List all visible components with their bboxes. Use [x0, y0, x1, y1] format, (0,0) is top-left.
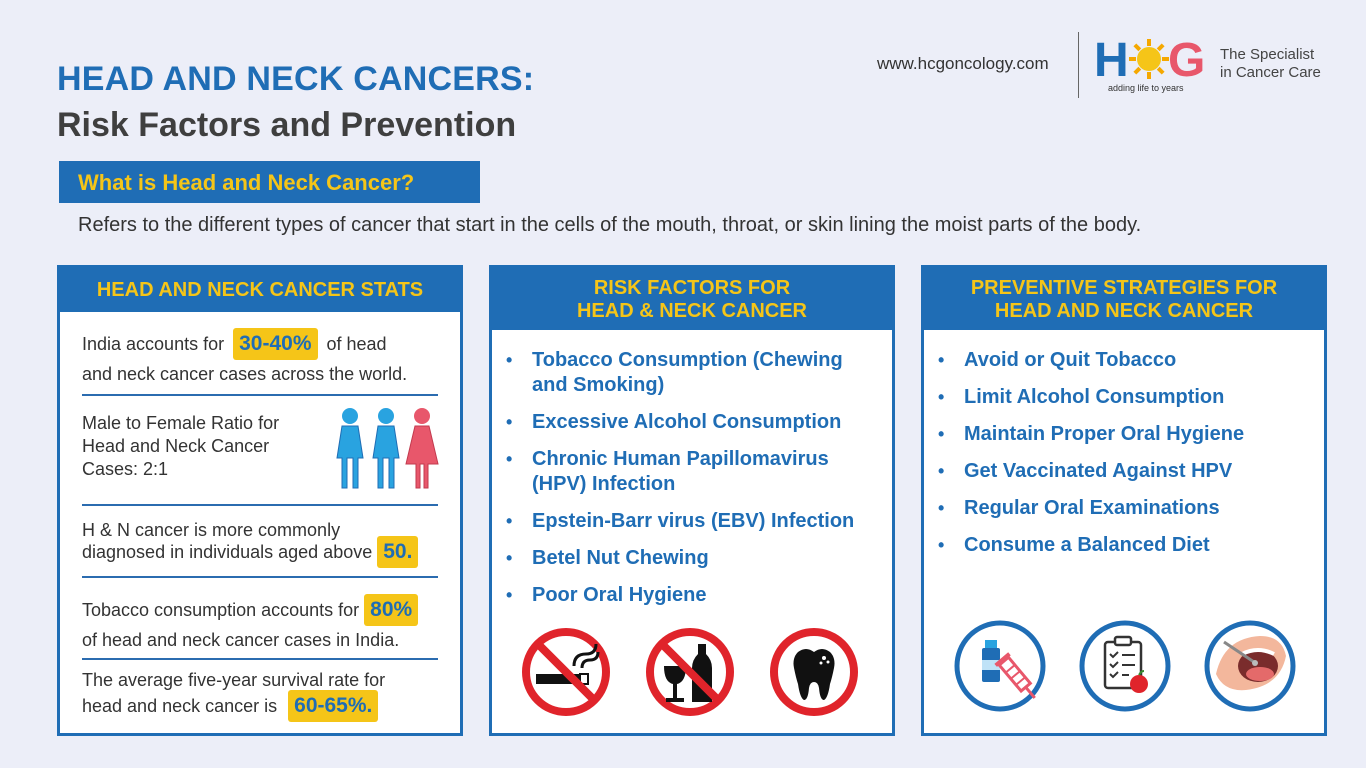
stat-text: Head and Neck Cancer [82, 436, 270, 456]
list-item: • Consume a Balanced Diet [938, 533, 1244, 558]
list-item [506, 583, 854, 608]
risk-item-line: and Smoking) [532, 374, 665, 396]
risk-item-line: • Excessive Alcohol Consumption [532, 411, 842, 433]
list-item: • Get Vaccinated Against HPV [938, 459, 1244, 484]
stat-text: Male to Female Ratio for [82, 413, 280, 433]
risk-heading-line2: HEAD & NECK CANCER [576, 300, 807, 322]
oral-exam-icon [1202, 618, 1298, 714]
stat-highlight: 30-40% [233, 328, 317, 360]
stat-india-share [82, 328, 387, 360]
stat-tobacco [82, 594, 418, 626]
stat-text: of head [326, 334, 387, 354]
page-title: HEAD AND NECK CANCERS: [57, 60, 535, 98]
stat-text: and neck cancer cases across the world. [82, 364, 408, 384]
page-subtitle: Risk Factors and Prevention [57, 106, 517, 144]
list-item [506, 509, 854, 534]
stat-text: H & N cancer is more commonly [82, 520, 341, 540]
specialist-line1: The Specialist [1220, 46, 1315, 63]
header-divider [1078, 32, 1079, 98]
risk-panel [489, 265, 895, 736]
list-item [506, 447, 854, 497]
risk-item-line: • Betel Nut Chewing [532, 547, 709, 569]
no-smoking-icon [520, 626, 612, 718]
dental-decay-icon [768, 626, 860, 718]
stat-divider [82, 394, 438, 396]
risk-item-line: • Chronic Human Papillomavirus [532, 448, 829, 470]
logo-letter-g: G [1168, 34, 1206, 87]
stat-highlight: 60-65%. [288, 690, 378, 722]
stat-age [82, 536, 418, 568]
no-alcohol-icon [644, 626, 736, 718]
list-item: • Regular Oral Examinations [938, 496, 1244, 521]
sun-icon [1129, 39, 1169, 79]
stat-text: Tobacco consumption accounts for [82, 600, 360, 620]
stat-highlight: 50. [377, 536, 418, 568]
stat-divider [82, 504, 438, 506]
risk-list [506, 348, 854, 608]
stats-panel [57, 265, 463, 736]
risk-heading-line1: RISK FACTORS FOR [593, 277, 791, 299]
list-item [506, 348, 854, 398]
logo-letter-h: H [1094, 34, 1129, 87]
risk-heading [492, 268, 892, 330]
risk-item-line: • Poor Oral Hygiene [532, 584, 707, 606]
risk-item-line: • Tobacco Consumption (Chewing [532, 349, 843, 371]
stat-text: The average five-year survival rate for [82, 670, 386, 690]
website-link[interactable]: www.hcgoncology.com [877, 54, 1049, 73]
list-item: • Maintain Proper Oral Hygiene [938, 422, 1244, 447]
stat-survival [82, 690, 378, 722]
stat-text: head and neck cancer is [82, 696, 278, 716]
list-item [506, 410, 854, 435]
stat-divider [82, 576, 438, 578]
list-item [506, 546, 854, 571]
stat-highlight: 80% [364, 594, 418, 626]
stat-text: diagnosed in individuals aged above [82, 542, 373, 562]
list-item: • Limit Alcohol Consumption [938, 385, 1244, 410]
stat-text: of head and neck cancer cases in India. [82, 630, 400, 650]
prevention-list [938, 348, 1244, 558]
what-is-heading: What is Head and Neck Cancer? [59, 161, 480, 203]
definition-text: Refers to the different types of cancer that start in the cells of the mouth, throat, or skin lining the moist parts of the body. [78, 214, 1142, 236]
female-figure-icon [406, 408, 438, 488]
prevention-heading-line1: PREVENTIVE STRATEGIES FOR [970, 277, 1278, 299]
stat-text: Cases: 2:1 [82, 459, 169, 479]
male-figure-icon [373, 408, 399, 488]
gender-ratio-icon [332, 406, 440, 496]
male-figure-icon [337, 408, 363, 488]
stat-text: India accounts for [82, 334, 225, 354]
vaccine-icon [952, 618, 1048, 714]
checklist-icon [1077, 618, 1173, 714]
risk-item-line: (HPV) Infection [532, 473, 676, 495]
list-item: • Avoid or Quit Tobacco [938, 348, 1244, 373]
prevention-heading [924, 268, 1324, 330]
specialist-line2: in Cancer Care [1220, 64, 1321, 81]
stat-gender-ratio [82, 412, 279, 481]
prevention-panel [921, 265, 1327, 736]
specialist-tagline [1220, 46, 1350, 82]
risk-item-line: • Epstein-Barr virus (EBV) Infection [532, 510, 855, 532]
stats-heading: HEAD AND NECK CANCER STATS [60, 268, 460, 312]
stat-divider [82, 658, 438, 660]
logo-tagline: adding life to years [1108, 83, 1184, 93]
prevention-heading-line2: HEAD AND NECK CANCER [994, 300, 1254, 322]
